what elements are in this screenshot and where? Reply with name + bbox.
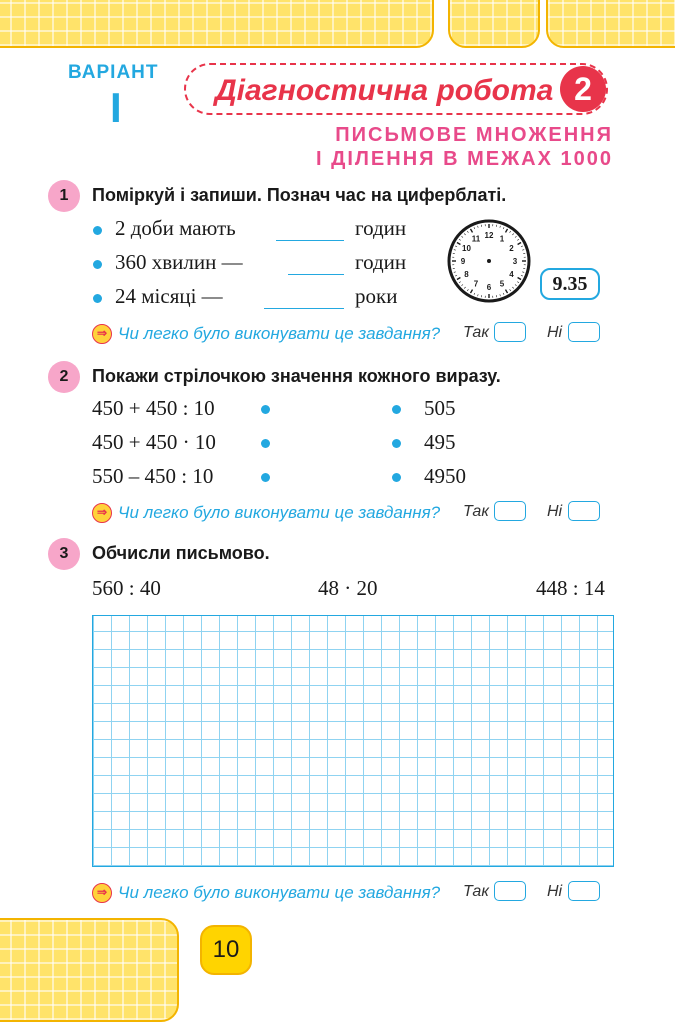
value-3-connector-dot[interactable] [392, 473, 401, 482]
bullet-dot [93, 294, 102, 303]
time-label: 9.35 [540, 268, 600, 300]
clock-numeral: 6 [487, 283, 492, 292]
task-1-row-3-unit: роки [355, 284, 397, 309]
no-checkbox[interactable] [568, 501, 600, 521]
clock-numeral: 4 [509, 270, 514, 279]
task-2-number: 2 [48, 361, 80, 393]
expression-2: 450 + 450 · 10 [92, 430, 216, 455]
clock-numeral: 9 [461, 257, 466, 266]
top-mid-decor-tile [448, 0, 540, 48]
question-text: Чи легко було виконувати це завдання? [118, 503, 440, 523]
clock-numeral: 1 [500, 234, 505, 243]
yes-checkbox[interactable] [494, 322, 526, 342]
expression-3-connector-dot[interactable] [261, 473, 270, 482]
variant-label: ВАРІАНТ [68, 62, 159, 84]
clock-numeral: 10 [462, 244, 471, 253]
clock-face[interactable] [446, 218, 532, 304]
yes-checkbox[interactable] [494, 881, 526, 901]
expression-1: 450 + 450 : 10 [92, 396, 215, 421]
yes-checkbox[interactable] [494, 501, 526, 521]
value-1: 505 [424, 396, 456, 421]
bottom-left-decor-tile [0, 918, 179, 1022]
arrow-hint-icon: ⇒ [92, 324, 112, 344]
bullet-dot [93, 226, 102, 235]
title-number-badge: 2 [560, 66, 606, 112]
value-2: 495 [424, 430, 456, 455]
value-3: 4950 [424, 464, 466, 489]
top-left-decor-tile [0, 0, 434, 48]
clock-numeral: 2 [509, 244, 514, 253]
bullet-dot [93, 260, 102, 269]
clock-numeral: 8 [464, 270, 469, 279]
task-3-number: 3 [48, 538, 80, 570]
squared-work-grid[interactable] [92, 615, 614, 867]
task-1-row-3-text: 24 місяці — [115, 284, 223, 309]
task-1-row-1-unit: годин [355, 216, 406, 241]
top-right-decor-tile [546, 0, 675, 48]
calc-expression-2: 48 · 20 [318, 576, 378, 601]
clock-numeral: 3 [513, 257, 518, 266]
clock-numeral: 11 [472, 234, 481, 243]
yes-label: Так [463, 883, 489, 901]
task-1-row-1-text: 2 доби мають [115, 216, 236, 241]
task-1-row-2-text: 360 хвилин — [115, 250, 243, 275]
clock-numeral: 12 [485, 231, 494, 240]
task-1-row-3-answer-blank[interactable] [264, 308, 344, 309]
arrow-hint-icon: ⇒ [92, 503, 112, 523]
task-1-number: 1 [48, 180, 80, 212]
question-text: Чи легко було виконувати це завдання? [118, 883, 440, 903]
page-title: Діагностична робота [215, 74, 553, 108]
question-text: Чи легко було виконувати це завдання? [118, 324, 440, 344]
no-label: Ні [547, 883, 562, 901]
subtitle-line-2: І ДІЛЕННЯ В МЕЖАХ 1000 [316, 147, 613, 171]
value-2-connector-dot[interactable] [392, 439, 401, 448]
clock-numeral: 7 [474, 280, 479, 289]
task-1-row-2-unit: годин [355, 250, 406, 275]
task-1-row-2-answer-blank[interactable] [288, 274, 344, 275]
expression-1-connector-dot[interactable] [261, 405, 270, 414]
arrow-hint-icon: ⇒ [92, 883, 112, 903]
calc-expression-3: 448 : 14 [536, 576, 605, 601]
task-3-title: Обчисли письмово. [92, 543, 270, 564]
no-label: Ні [547, 324, 562, 342]
no-checkbox[interactable] [568, 881, 600, 901]
subtitle-line-1: ПИСЬМОВЕ МНОЖЕННЯ [335, 123, 613, 147]
task-1-title: Поміркуй і запиши. Познач час на циферблаті. [92, 185, 506, 206]
clock-numeral: 5 [500, 280, 505, 289]
yes-label: Так [463, 503, 489, 521]
no-label: Ні [547, 503, 562, 521]
task-2-title: Покажи стрілочкою значення кожного виразу. [92, 366, 501, 387]
no-checkbox[interactable] [568, 322, 600, 342]
calc-expression-1: 560 : 40 [92, 576, 161, 601]
expression-3: 550 – 450 : 10 [92, 464, 213, 489]
page-number: 10 [200, 925, 252, 975]
yes-label: Так [463, 324, 489, 342]
value-1-connector-dot[interactable] [392, 405, 401, 414]
variant-number: I [110, 84, 122, 132]
task-1-row-1-answer-blank[interactable] [276, 240, 344, 241]
expression-2-connector-dot[interactable] [261, 439, 270, 448]
